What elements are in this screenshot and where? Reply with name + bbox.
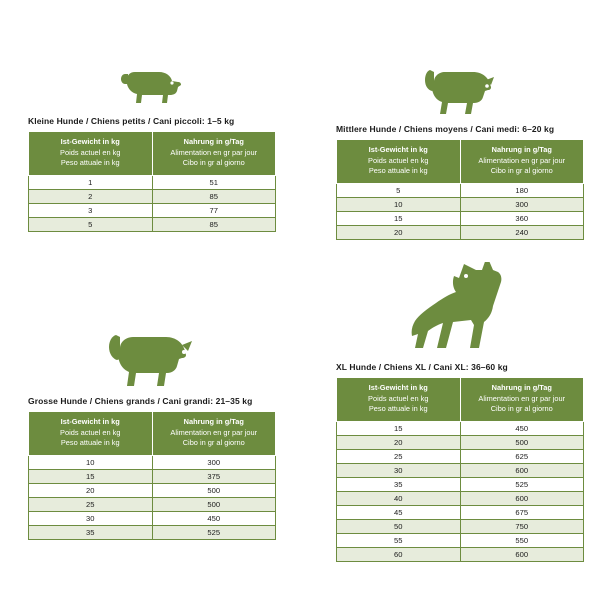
cell-food: 625 — [460, 450, 584, 464]
cell-weight: 10 — [337, 198, 461, 212]
table-row — [337, 212, 584, 226]
cell-weight: 20 — [29, 484, 153, 498]
feeding-table-xl — [336, 377, 584, 562]
cell-weight: 45 — [337, 506, 461, 520]
cell-weight: 30 — [29, 512, 153, 526]
panel-caption: Kleine Hunde / Chiens petits / Cani piccoli: 1–5 kg — [28, 116, 235, 126]
table-body — [29, 176, 276, 232]
small-dog-icon — [28, 62, 276, 106]
cell-food: 360 — [460, 212, 584, 226]
cell-weight: 25 — [337, 450, 461, 464]
table-header-row — [29, 132, 276, 176]
column-header-weight — [29, 132, 153, 176]
weight-header-line1: Ist-Gewicht in kg — [368, 145, 428, 154]
weight-header-line3: Peso attuale in kg — [60, 158, 120, 168]
cell-food: 375 — [152, 470, 276, 484]
panel-small-dogs — [28, 62, 276, 232]
cell-food: 500 — [460, 436, 584, 450]
table-row — [29, 498, 276, 512]
table-row — [337, 506, 584, 520]
column-header-food — [460, 140, 584, 184]
weight-header-line1: Ist-Gewicht in kg — [60, 417, 120, 426]
table-body — [337, 184, 584, 240]
cell-food: 180 — [460, 184, 584, 198]
cell-food: 500 — [152, 498, 276, 512]
weight-header-line3: Peso attuale in kg — [368, 166, 428, 176]
cell-weight: 30 — [337, 464, 461, 478]
cell-weight: 2 — [29, 190, 153, 204]
column-header-food — [152, 412, 276, 456]
food-header-line2: Alimentation en gr par jour — [170, 147, 258, 157]
feeding-table-large — [28, 411, 276, 540]
cell-weight: 20 — [337, 436, 461, 450]
food-header-line1: Nahrung in g/Tag — [183, 137, 244, 146]
large-dog-icon — [28, 330, 276, 386]
cell-food: 85 — [152, 190, 276, 204]
table-row — [337, 422, 584, 436]
column-header-weight — [337, 378, 461, 422]
cell-food: 525 — [152, 526, 276, 540]
weight-header-line2: Poids actuel en kg — [368, 155, 429, 165]
table-row — [337, 548, 584, 562]
cell-food: 600 — [460, 492, 584, 506]
table-row — [337, 492, 584, 506]
table-row — [29, 484, 276, 498]
column-header-food — [460, 378, 584, 422]
cell-food: 450 — [152, 512, 276, 526]
food-header-line2: Alimentation en gr par jour — [478, 393, 566, 403]
table-body — [29, 456, 276, 540]
table-row — [29, 176, 276, 190]
cell-weight: 5 — [29, 218, 153, 232]
cell-food: 500 — [152, 484, 276, 498]
table-row — [29, 190, 276, 204]
medium-dog-icon — [336, 62, 584, 114]
cell-food: 85 — [152, 218, 276, 232]
table-row — [337, 450, 584, 464]
table-row — [337, 198, 584, 212]
cell-weight: 50 — [337, 520, 461, 534]
table-row — [337, 520, 584, 534]
column-header-food — [152, 132, 276, 176]
cell-food: 550 — [460, 534, 584, 548]
table-row — [29, 218, 276, 232]
table-row — [29, 512, 276, 526]
panel-caption: XL Hunde / Chiens XL / Cani XL: 36–60 kg — [336, 362, 508, 372]
panel-caption: Mittlere Hunde / Chiens moyens / Cani medi: 6–20 kg — [336, 124, 555, 134]
cell-weight: 3 — [29, 204, 153, 218]
cell-food: 450 — [460, 422, 584, 436]
weight-header-line2: Poids actuel en kg — [368, 393, 429, 403]
table-row — [337, 478, 584, 492]
xl-dog-icon — [336, 262, 584, 352]
cell-weight: 20 — [337, 226, 461, 240]
table-header-row — [337, 140, 584, 184]
cell-weight: 35 — [337, 478, 461, 492]
cell-weight: 1 — [29, 176, 153, 190]
table-header-row — [337, 378, 584, 422]
food-header-line3: Cibo in gr al giorno — [182, 438, 245, 448]
table-row — [29, 470, 276, 484]
table-body — [337, 422, 584, 562]
weight-header-line2: Poids actuel en kg — [60, 427, 121, 437]
cell-food: 675 — [460, 506, 584, 520]
table-row — [337, 184, 584, 198]
food-header-line2: Alimentation en gr par jour — [170, 427, 258, 437]
table-row — [337, 534, 584, 548]
food-header-line3: Cibo in gr al giorno — [490, 404, 553, 414]
cell-weight: 5 — [337, 184, 461, 198]
panel-caption: Grosse Hunde / Chiens grands / Cani grandi: 21–35 kg — [28, 396, 253, 406]
food-header-line1: Nahrung in g/Tag — [491, 383, 552, 392]
feeding-table-medium — [336, 139, 584, 240]
feeding-table-small — [28, 131, 276, 232]
weight-header-line3: Peso attuale in kg — [368, 404, 428, 414]
panel-medium-dogs — [336, 62, 584, 240]
cell-weight: 55 — [337, 534, 461, 548]
cell-weight: 10 — [29, 456, 153, 470]
weight-header-line1: Ist-Gewicht in kg — [60, 137, 120, 146]
cell-food: 600 — [460, 464, 584, 478]
food-header-line2: Alimentation en gr par jour — [478, 155, 566, 165]
panel-large-dogs — [28, 330, 276, 540]
weight-header-line3: Peso attuale in kg — [60, 438, 120, 448]
table-row — [337, 436, 584, 450]
cell-food: 750 — [460, 520, 584, 534]
cell-weight: 15 — [337, 212, 461, 226]
cell-food: 240 — [460, 226, 584, 240]
cell-food: 525 — [460, 478, 584, 492]
weight-header-line1: Ist-Gewicht in kg — [368, 383, 428, 392]
cell-weight: 60 — [337, 548, 461, 562]
cell-weight: 25 — [29, 498, 153, 512]
weight-header-line2: Poids actuel en kg — [60, 147, 121, 157]
cell-food: 300 — [152, 456, 276, 470]
cell-food: 300 — [460, 198, 584, 212]
cell-weight: 40 — [337, 492, 461, 506]
cell-weight: 15 — [29, 470, 153, 484]
cell-food: 77 — [152, 204, 276, 218]
table-row — [29, 204, 276, 218]
food-header-line1: Nahrung in g/Tag — [491, 145, 552, 154]
food-header-line3: Cibo in gr al giorno — [490, 166, 553, 176]
table-row — [29, 526, 276, 540]
cell-food: 51 — [152, 176, 276, 190]
cell-weight: 15 — [337, 422, 461, 436]
food-header-line1: Nahrung in g/Tag — [183, 417, 244, 426]
table-header-row — [29, 412, 276, 456]
column-header-weight — [337, 140, 461, 184]
cell-weight: 35 — [29, 526, 153, 540]
table-row — [337, 464, 584, 478]
panel-xl-dogs — [336, 262, 584, 562]
table-row — [337, 226, 584, 240]
table-row — [29, 456, 276, 470]
food-header-line3: Cibo in gr al giorno — [182, 158, 245, 168]
cell-food: 600 — [460, 548, 584, 562]
column-header-weight — [29, 412, 153, 456]
